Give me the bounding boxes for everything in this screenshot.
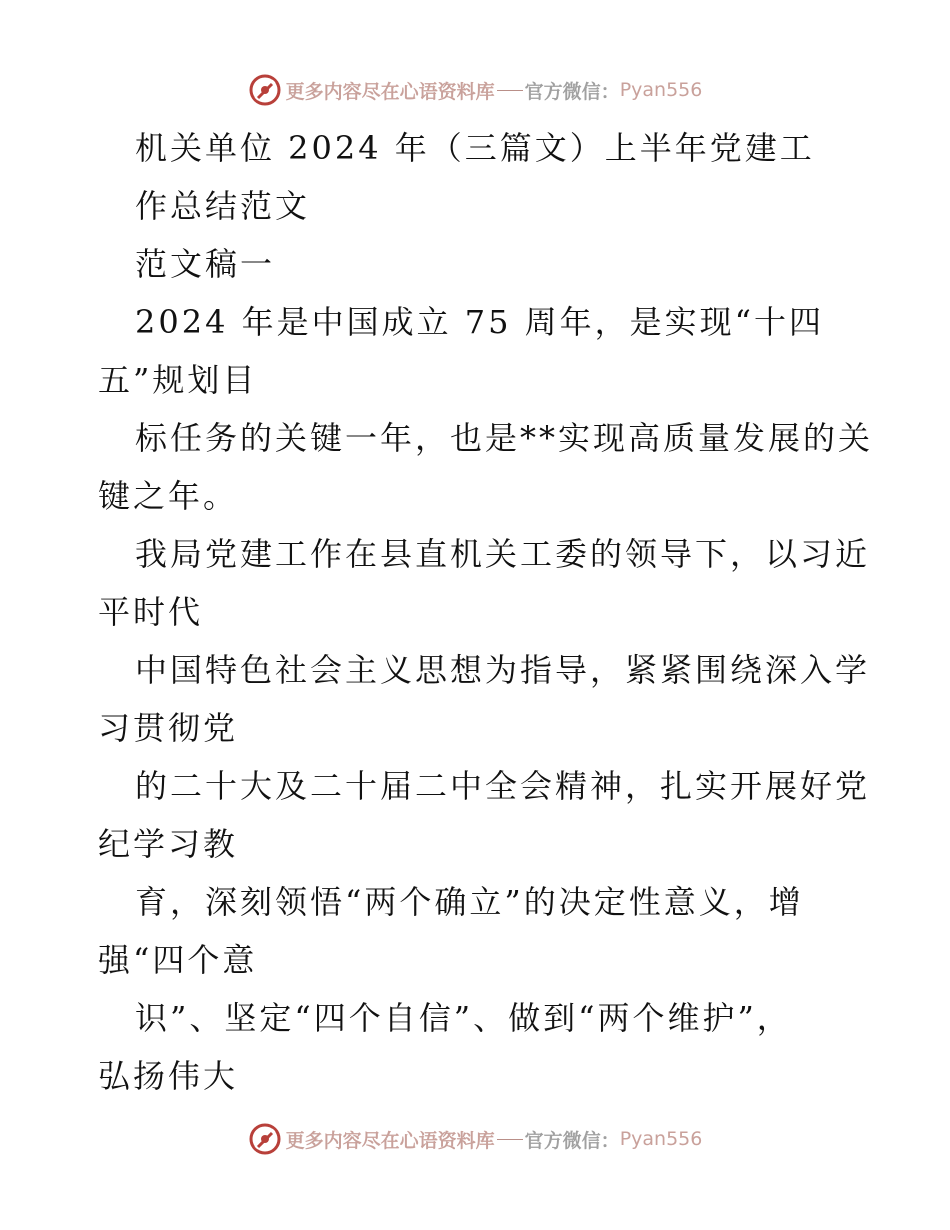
paragraph-line: 弘扬伟大 bbox=[98, 1057, 239, 1095]
document-body bbox=[0, 119, 950, 1105]
banner-title: 更多内容尽在心语资料库 bbox=[285, 1129, 495, 1152]
header-watermark-banner bbox=[0, 70, 950, 110]
logo-icon bbox=[248, 1122, 282, 1156]
logo-icon bbox=[248, 73, 282, 107]
banner-title: 更多内容尽在心语资料库 bbox=[285, 80, 495, 103]
footer-watermark-banner bbox=[0, 1119, 950, 1159]
banner-divider bbox=[497, 90, 523, 91]
section-heading: 范文稿一 bbox=[135, 245, 276, 283]
paragraph-line: 2024 年是中国成立 75 周年，是实现“十四 bbox=[135, 303, 825, 341]
paragraph-line: 中国特色社会主义思想为指导，紧紧围绕深入学 bbox=[135, 651, 871, 689]
paragraph-line: 识”、坚定“四个自信”、做到“两个维护”， bbox=[135, 999, 792, 1037]
paragraph-line: 平时代 bbox=[98, 593, 204, 631]
banner-wechat-label: 官方微信： bbox=[524, 80, 620, 103]
paragraph-line: 育，深刻领悟“两个确立”的决定性意义，增 bbox=[135, 883, 804, 921]
paragraph-line: 我局党建工作在县直机关工委的领导下，以习近 bbox=[135, 535, 871, 573]
banner-wechat-id: Pyan556 bbox=[619, 79, 703, 101]
paragraph-line: 习贯彻党 bbox=[98, 709, 239, 747]
doc-title-line-1: 机关单位 2024 年（三篇文）上半年党建工 bbox=[135, 129, 815, 167]
banner-wechat-label: 官方微信： bbox=[524, 1129, 620, 1152]
paragraph-line: 标任务的关键一年，也是**实现高质量发展的关 bbox=[135, 419, 874, 457]
banner-divider bbox=[497, 1139, 523, 1140]
paragraph-line: 的二十大及二十届二中全会精神，扎实开展好党 bbox=[135, 767, 871, 805]
paragraph-line: 键之年。 bbox=[98, 477, 239, 515]
banner-wechat-id: Pyan556 bbox=[619, 1128, 703, 1150]
paragraph-line: 纪学习教 bbox=[98, 825, 239, 863]
doc-title-line-2: 作总结范文 bbox=[135, 187, 311, 225]
paragraph-line: 五”规划目 bbox=[98, 361, 258, 399]
paragraph-line: 强“四个意 bbox=[98, 941, 258, 979]
